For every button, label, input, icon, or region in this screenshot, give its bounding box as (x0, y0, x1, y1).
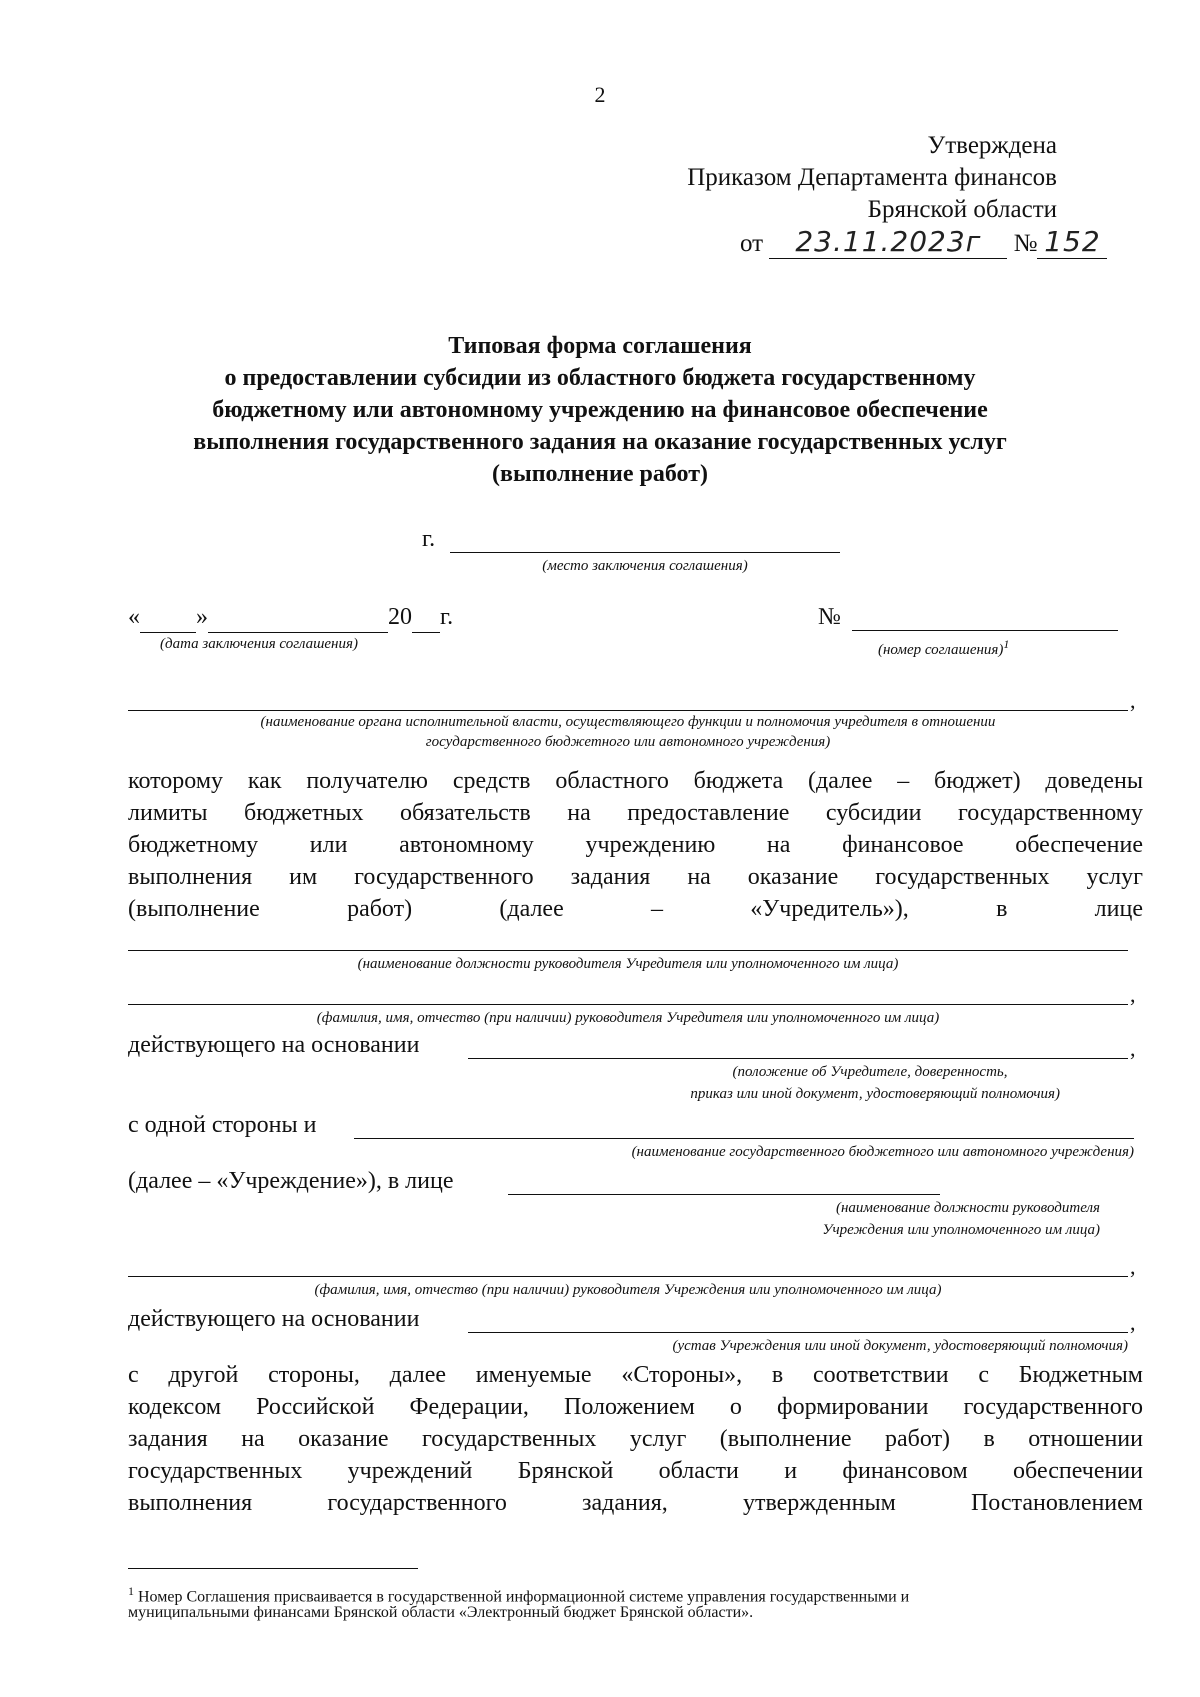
approval-number: 152 (1037, 226, 1107, 259)
institution-name-line (354, 1138, 1134, 1139)
institution-fio-caption: (фамилия, имя, отчество (при наличии) руководителя Учреждения или уполномоченного им лица) (314, 1282, 942, 1298)
founder-text-4: выполнения им государственного задания на оказание государственных услуг (128, 864, 1143, 890)
closing-text-5: выполнения государственного задания, утвержденным Постановлением (128, 1490, 1143, 1516)
agreement-number-caption (878, 634, 1009, 660)
year-prefix: 20 (388, 604, 412, 630)
institution-position-caption-1: (наименование должности руководителя (836, 1200, 1100, 1216)
founder-basis-comma: , (1130, 1036, 1136, 1061)
footnote-line-2: муниципальными финансами Брянской области «Электронный бюджет Брянской области». (128, 1604, 754, 1621)
month-blank (208, 602, 388, 633)
title-line-5: (выполнение работ) (492, 461, 708, 487)
place-line (450, 552, 840, 553)
closing-text-4: государственных учреждений Брянской области и финансовом обеспечении (128, 1458, 1143, 1484)
founder-basis-caption-1: (положение об Учредителе, доверенность, (732, 1064, 1008, 1080)
founder-text-5: (выполнение работ) (далее – «Учредитель»), в лице (128, 896, 1143, 922)
place-prefix: г. (422, 526, 436, 552)
approval-date: 23.11.2023г (769, 226, 1007, 259)
founder-caption-1: (наименование органа исполнительной власти, осуществляющего функции и полномочия учредителя в отношении (260, 714, 996, 730)
agreement-number-line (852, 630, 1118, 631)
founder-position-caption: (наименование должности руководителя Учредителя или уполномоченного им лица) (357, 956, 899, 972)
approval-date-row (740, 226, 1107, 260)
year-suffix: г. (440, 604, 454, 630)
date-row (128, 602, 453, 633)
title-line-4: выполнения государственного задания на оказание государственных услуг (193, 429, 1007, 455)
institution-side-label: с одной стороны и (128, 1112, 317, 1138)
institution-basis-line (468, 1332, 1128, 1333)
place-caption: (место заключения соглашения) (542, 558, 748, 574)
title-line-1: Типовая форма соглашения (448, 333, 752, 359)
document-title (0, 330, 1200, 490)
approval-line-3: Брянской области (867, 196, 1057, 223)
founder-text-1: которому как получателю средств областного бюджета (далее – бюджет) доведены (128, 768, 1143, 794)
institution-person-label: (далее – «Учреждение»), в лице (128, 1168, 454, 1194)
date-caption: (дата заключения соглашения) (160, 636, 358, 652)
founder-text-3: бюджетному или автономному учреждению на финансовое обеспечение (128, 832, 1143, 858)
founder-fio-caption: (фамилия, имя, отчество (при наличии) руководителя Учредителя или уполномоченного им лица) (316, 1010, 940, 1026)
number-prefix: № (1013, 230, 1038, 257)
institution-name-caption: (наименование государственного бюджетного или автономного учреждения) (631, 1144, 1134, 1160)
founder-text-2: лимиты бюджетных обязательств на предоставление субсидии государственному (128, 800, 1143, 826)
founder-basis-line (468, 1058, 1128, 1059)
closing-text-3: задания на оказание государственных услуг (выполнение работ) в отношении (128, 1426, 1143, 1452)
institution-basis-comma: , (1130, 1310, 1136, 1335)
founder-fio-line (128, 1004, 1128, 1005)
year-blank (412, 602, 440, 633)
footnote-text-1: Номер Соглашения присваивается в государственной информационной системе управления государственными и (138, 1588, 910, 1606)
institution-position-line (508, 1194, 940, 1195)
approval-line-2: Приказом Департамента финансов (687, 164, 1057, 191)
founder-name-line (128, 710, 1128, 711)
date-open-quote: « (128, 604, 140, 630)
page-number: 2 (594, 82, 606, 107)
founder-basis-caption-2: приказ или иной документ, удостоверяющий полномочия) (690, 1086, 1060, 1102)
footnote-ref: 1 (1003, 637, 1010, 651)
founder-caption-2: государственного бюджетного или автономного учреждения) (425, 734, 831, 750)
number-caption-text: (номер соглашения) (878, 642, 1004, 658)
founder-position-line (128, 950, 1128, 951)
date-close-quote: » (196, 604, 208, 630)
institution-fio-line (128, 1276, 1128, 1277)
institution-basis-caption: (устав Учреждения или иной документ, удостоверяющий полномочия) (672, 1338, 1128, 1354)
agreement-number-sign: № (818, 604, 841, 630)
founder-comma: , (1130, 688, 1136, 713)
founder-basis-label: действующего на основании (128, 1032, 420, 1058)
footnote-separator (128, 1568, 418, 1569)
institution-basis-label: действующего на основании (128, 1306, 420, 1332)
title-line-3: бюджетному или автономному учреждению на финансовое обеспечение (212, 397, 988, 423)
closing-text-2: кодексом Российской Федерации, Положением о формировании государственного (128, 1394, 1143, 1420)
closing-text-1: с другой стороны, далее именуемые «Стороны», в соответствии с Бюджетным (128, 1362, 1143, 1388)
footnote-marker: 1 (128, 1584, 134, 1598)
founder-fio-comma: , (1130, 982, 1136, 1007)
institution-position-caption-2: Учреждения или уполномоченного им лица) (822, 1222, 1100, 1238)
date-prefix: от (740, 230, 764, 257)
institution-fio-comma: , (1130, 1254, 1136, 1279)
title-line-2: о предоставлении субсидии из областного бюджета государственному (224, 365, 976, 391)
approval-line-1: Утверждена (927, 132, 1057, 159)
day-blank (140, 602, 196, 633)
